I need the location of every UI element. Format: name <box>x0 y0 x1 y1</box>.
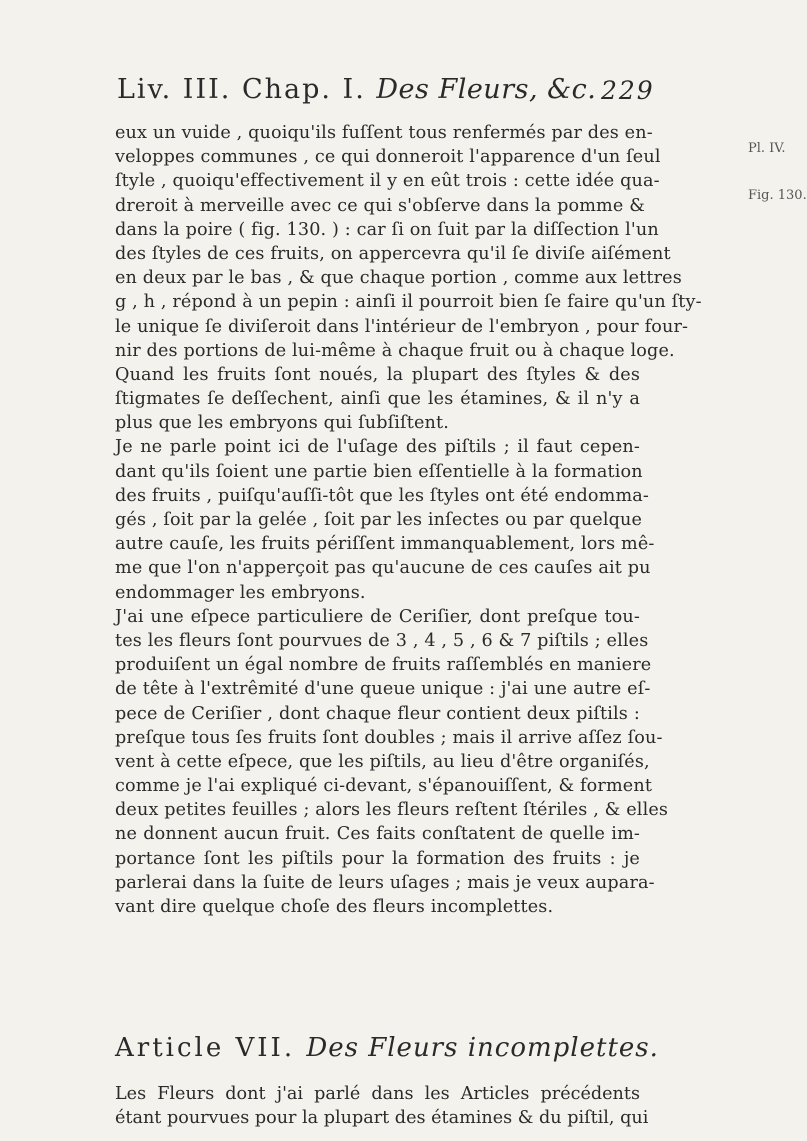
text-line: pece de Ceriſier , dont chaque fleur contient deux piſtils : <box>115 703 640 724</box>
text-line: ne donnent aucun fruit. Ces faits conſtatent de quelle im- <box>115 824 640 845</box>
text-line: autre cauſe, les fruits périſſent immanquablement, lors mê- <box>115 534 655 555</box>
article-label: Article VII. <box>115 1033 296 1063</box>
text-line: deux petites feuilles ; alors les fleurs reſtent ſtériles , & elles <box>115 800 669 821</box>
text-line: le unique ſe diviſeroit dans l'intérieur de l'embryon , pour four- <box>115 316 689 337</box>
text-line: Les Fleurs dont j'ai parlé dans les Articles précédents <box>115 1084 640 1104</box>
text-line: gés , ſoit par la gelée , ſoit par les inſectes ou par quelque <box>115 510 643 530</box>
text-line: portance ſont les piſtils pour la formation des fruits : je <box>115 848 640 869</box>
text-line: eux un vuide , quoiqu'ils fuſſent tous renfermés par des en- <box>115 123 653 143</box>
margin-figure-note: Fig. 130. <box>748 188 807 203</box>
text-line: parlerai dans la ſuite de leurs uſages ; mais je veux aupara- <box>115 872 655 893</box>
text-line: dans la poire ( fig. 130. ) : car ſi on ſuit par la diſſection l'un <box>115 219 659 240</box>
text-line: ſtigmates ſe deſſechent, ainſi que les étamines, & il n'y a <box>115 389 640 410</box>
text-line: vant dire quelque choſe des fleurs incomplettes. <box>115 897 554 917</box>
text-line: plus que les embryons qui ſubſiſtent. <box>115 413 449 434</box>
text-line: produiſent un égal nombre de fruits raſſemblés en maniere <box>115 655 652 676</box>
text-line: des fruits , puiſqu'auſſi-tôt que les ſtyles ont été endomma- <box>115 485 650 506</box>
article-heading <box>115 1033 675 1063</box>
text-line: vent à cette eſpece, que les piſtils, au lieu d'être organiſés, <box>115 751 650 772</box>
text-line: me que l'on n'apperçoit pas qu'aucune de ces cauſes ait pu <box>115 558 651 579</box>
body-text <box>115 121 702 919</box>
text-line: en deux par le bas , & que chaque portion , comme aux lettres <box>115 268 682 289</box>
text-line: tes les fleurs ſont pourvues de 3 , 4 , 5 , 6 & 7 piſtils ; elles <box>115 630 649 651</box>
text-line: J'ai une eſpece particuliere de Ceriſier, dont preſque tou- <box>115 606 640 627</box>
text-line: Quand les fruits ſont noués, la plupart des ſtyles & des <box>115 364 640 385</box>
text-line: de tête à l'extrêmité d'une queue unique : j'ai une autre eſ- <box>115 679 651 700</box>
text-line: Je ne parle point ici de l'uſage des piſtils ; il faut cepen- <box>115 437 640 458</box>
text-line: veloppes communes , ce qui donneroit l'apparence d'un ſeul <box>115 147 661 168</box>
text-line: comme je l'ai expliqué ci-devant, s'épanouiſſent, & forment <box>115 776 653 797</box>
text-line: ſtyle , quoiqu'effectivement il y en eût trois : cette idée qua- <box>115 171 660 192</box>
body-text-continued <box>115 1082 649 1130</box>
text-line: g , h , répond à un pepin : ainſi il pourroit bien ſe faire qu'un ſty- <box>115 292 702 313</box>
margin-plate-note: Pl. IV. <box>748 141 786 156</box>
header-title: Des Fleurs, &c. <box>376 74 597 105</box>
text-line: endommager les embryons. <box>115 582 366 603</box>
running-head <box>117 74 655 105</box>
text-line: des ſtyles de ces fruits, on appercevra qu'il ſe diviſe aiſément <box>115 243 671 264</box>
header-chapter: Liv. III. Chap. I. <box>117 74 366 105</box>
text-line: dant qu'ils ſoient une partie bien eſſentielle à la formation <box>115 461 643 482</box>
text-line: étant pourvues pour la plupart des étamines & du piſtil, qui <box>115 1108 649 1129</box>
text-line: nir des portions de lui-même à chaque fruit ou à chaque loge. <box>115 340 675 361</box>
text-line: dreroit à merveille avec ce qui s'obſerve dans la pomme & <box>115 195 646 216</box>
text-line: preſque tous ſes fruits ſont doubles ; mais il arrive aſſez ſou- <box>115 727 663 748</box>
page-number: 229 <box>601 76 655 105</box>
article-title: Des Fleurs incomplettes. <box>306 1033 659 1063</box>
